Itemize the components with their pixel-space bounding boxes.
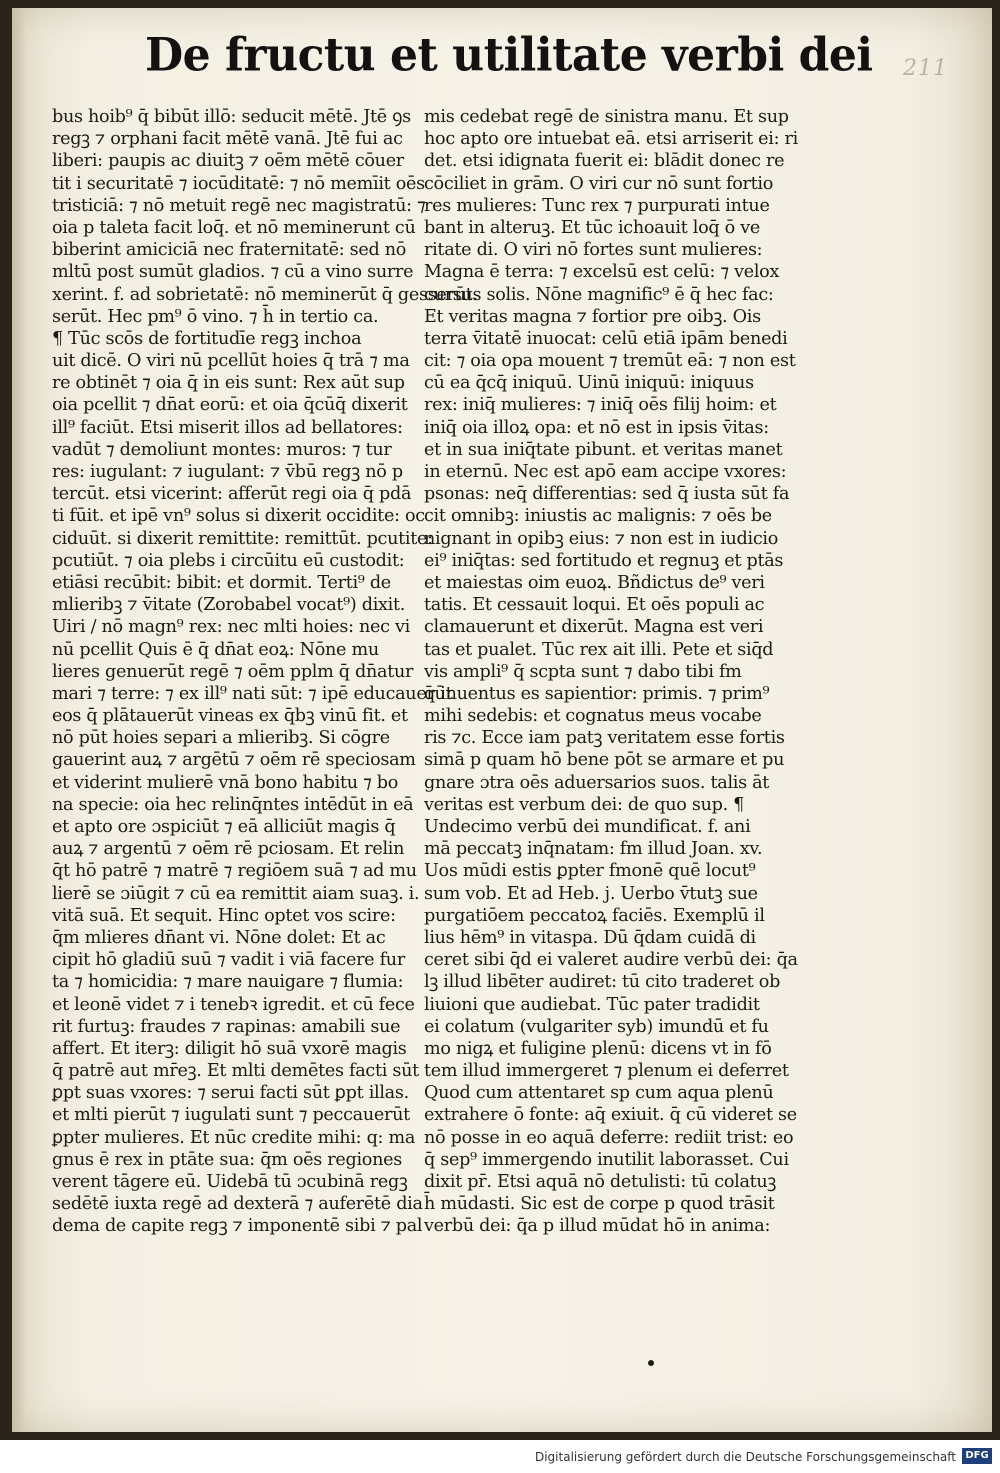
text-line: ris ⁊c. Ecce iam patꝫ veritatem esse fortis <box>424 728 785 749</box>
text-line: uit dicē. O viri nū pcellūt hoies q̄ trā ⁊ ma <box>52 351 410 372</box>
text-line: et apto ore ɔspiciūt ⁊ eā alliciūt magis q̄ <box>52 817 396 837</box>
text-line: simā p quam hō bene pōt se armare et pu <box>424 750 785 771</box>
text-line: iniq̄ oia illoꝝ opa: et nō est in ipsis v̄itas: <box>424 417 769 438</box>
text-line: et leonē videt ⁊ i tenebꝛ igredit. et cū fece <box>52 994 415 1015</box>
text-line: rex: iniq̄ mulieres: ⁊ iniq̄ oēs filij hoim: et <box>424 395 777 416</box>
text-line: sum vob. Et ad Heb. j. Uerbo v̄tutꝫ sue <box>424 883 758 904</box>
text-line: mltū post sumūt gladios. ⁊ cū a vino surre <box>52 262 414 283</box>
text-line: psonas: neq̄ differentias: sed q̄ iusta sūt fa <box>424 484 790 505</box>
text-line: auꝝ ⁊ argentū ⁊ oēm rē pciosam. Et relin <box>52 839 405 860</box>
text-line: res mulieres: Tunc rex ⁊ purpurati intue <box>424 195 770 216</box>
text-line: et maiestas oim euoꝝ. Bñdictus de⁹ veri <box>424 572 765 593</box>
text-line: biberint amiciciā nec fraternitatē: sed nō <box>52 240 407 261</box>
text-line: nō posse in eo aquā deferre: rediit trist: eo <box>424 1127 794 1148</box>
text-line: mā peccatꝫ inq̄natam: fm illud Joan. xv. <box>424 839 763 860</box>
text-line: tristiciā: ⁊ nō metuit regē nec magistratū: ⁊ <box>52 195 426 216</box>
text-line: ei colatum (vulgariter syb) imundū et fu <box>424 1016 769 1037</box>
footer-bar <box>0 1440 1000 1473</box>
text-line: et viderint mulierē vnā bono habitu ⁊ bo <box>52 772 399 793</box>
text-line: Uos mūdi estis ꝑpter fmonē quē locut⁹ <box>424 861 756 882</box>
text-line: verbū dei: q̄a p illud mūdat hō in anima: <box>424 1216 771 1237</box>
dfg-logo: DFG <box>962 1448 992 1464</box>
text-line: eos q̄ plātauerūt vineas ex q̄bꝫ vinū fit. et <box>52 706 408 727</box>
text-line: cipit hō gladiū suū ⁊ vadit i viā facere fur <box>52 950 405 971</box>
text-line: nignant in opibꝫ eius: ⁊ non est in iudicio <box>424 528 779 549</box>
text-line: lieres genuerūt regē ⁊ oēm pplm q̄ dn̄atur <box>52 661 414 682</box>
text-line: nō pūt hoies separi a mlieribꝫ. Si cōgre <box>52 728 390 749</box>
text-line: oia p taleta facit loq̄. et nō meminerunt cū <box>52 217 416 238</box>
text-line: ceret sibi q̄d ei valeret audire verbū dei: q̄a <box>424 950 798 971</box>
left-text-column <box>52 106 478 1238</box>
text-line: cōciliet in grām. O viri cur nō sunt fortio <box>424 173 774 194</box>
text-line: nū pcellit Quis ē q̄ dn̄at eoꝝ: Nōne mu <box>52 639 379 660</box>
text-line: dema de capite regꝫ ⁊ imponentē sibi ⁊ pal <box>52 1216 423 1237</box>
text-line: in eternū. Nec est apō eam accipe vxores: <box>424 462 787 482</box>
text-line: mihi sedebis: et cognatus meus vocabe <box>424 706 762 727</box>
text-line: regꝫ ⁊ orphani facit mētē vanā. Jtē fui ac <box>52 129 403 150</box>
text-line: liuioni que audiebat. Tūc pater tradidit <box>424 994 760 1015</box>
text-line: Undecimo verbū dei mundificat. f. ani <box>424 817 751 837</box>
text-line: extrahere ō fonte: aq̄ exiuit. q̄ cū videret se <box>424 1105 797 1126</box>
text-line: cit: ⁊ oia opa mouent ⁊ tremūt eā: ⁊ non est <box>424 351 796 372</box>
page-gutter-shadow <box>12 8 26 1432</box>
text-line: lierē se ɔiūgit ⁊ cū ea remittit aiam suaꝫ. i. <box>52 883 420 904</box>
text-line: et in sua iniq̄tate pibunt. et veritas manet <box>424 439 783 460</box>
text-line: etiāsi recūbit: bibit: et dormit. Terti⁹ de <box>52 572 391 593</box>
text-line: gnus ē rex in ptāte sua: q̄m oēs regiones <box>52 1149 402 1170</box>
text-line: ill⁹ faciūt. Etsi miserit illos ad bellatores: <box>52 417 403 438</box>
text-line: det. etsi idignata fuerit ei: blādit donec re <box>424 151 785 172</box>
text-line: lius hēm⁹ in vitaspa. Dū q̄dam cuidā di <box>424 927 756 948</box>
text-line: mis cedebat regē de sinistra manu. Et sup <box>424 107 789 127</box>
text-line: cit omnibꝫ: iniustis ac malignis: ⁊ oēs be <box>424 506 772 527</box>
text-line: h̄ mūdasti. Sic est de corpe p quod trāsit <box>424 1194 775 1215</box>
folio-number: 211 <box>903 56 948 81</box>
text-line: Et veritas magna ⁊ fortior pre oibꝫ. Ois <box>424 306 761 327</box>
text-line: ꝑpter mulieres. Et nūc credite mihi: q: ma <box>52 1127 416 1148</box>
text-line: affert. Et iterꝫ: diligit hō suā vxorē magis <box>52 1038 407 1059</box>
text-line: veritas est verbum dei: de quo sup. ¶ <box>424 794 745 815</box>
text-line: bus hoib⁹ q̄ bibūt illō: seducit mētē. Jtē ꝯs <box>52 107 411 127</box>
text-line: q̄ inuentus es sapientior: primis. ⁊ prim⁹ <box>424 683 770 704</box>
text-line: ta ⁊ homicidia: ⁊ mare nauigare ⁊ flumia: <box>52 972 404 993</box>
text-line: tas et pualet. Tūc rex ait illi. Pete et siq̄d <box>424 639 774 660</box>
text-line: vis ampli⁹ q̄ scpta sunt ⁊ dabo tibi fm <box>424 661 742 682</box>
text-line: rit furtuꝫ: fraudes ⁊ rapinas: amabili sue <box>52 1016 401 1037</box>
text-line: hoc apto ore intuebat eā. etsi arriserit ei: ri <box>424 129 798 150</box>
text-line: ciduūt. si dixerit remittite: remittūt. pcutite: <box>52 528 433 549</box>
ink-mark <box>648 1360 654 1366</box>
text-line: Magna ē terra: ⁊ excelsū est celū: ⁊ velox <box>424 262 780 283</box>
text-line: gnare ɔtra oēs aduersarios suos. talis āt <box>424 772 770 793</box>
text-line: xerint. f. ad sobrietatē: nō meminerūt q̄ gesserūt. <box>52 284 478 305</box>
text-line: tatis. Et cessauit loqui. Et oēs populi ac <box>424 595 765 616</box>
text-line: Uiri / nō magn⁹ rex: nec mlti hoies: nec vi <box>52 617 410 638</box>
text-line: res: iugulant: ⁊ iugulant: ⁊ v̄bū regꝫ nō p <box>52 462 403 482</box>
text-line: gauerint auꝝ ⁊ argētū ⁊ oēm rē speciosam <box>52 750 416 771</box>
text-line: mari ⁊ terre: ⁊ ex ill⁹ nati sūt: ⁊ ipē educauerūt <box>52 683 453 704</box>
text-line: pcutiūt. ⁊ oia plebs i circūitu eū custodit: <box>52 550 405 571</box>
text-line: Quod cum attentaret sp cum aqua plenū <box>424 1083 774 1104</box>
text-line: bant in alteruꝫ. Et tūc ichoauit loq̄ ō ve <box>424 217 760 238</box>
text-line: oia pcellit ⁊ dn̄at eorū: et oia q̄cūq̄ dixerit <box>52 395 408 416</box>
text-line: liberi: paupis ac diuitꝫ ⁊ oēm mētē cōuer <box>52 151 404 172</box>
text-line: na specie: oia hec relinq̄ntes intēdūt in eā <box>52 794 414 815</box>
text-line: ti fūit. et ipē vn⁹ solus si dixerit occidite: oc <box>52 506 425 527</box>
text-line: sedētē iuxta regē ad dexterā ⁊ auferētē dia <box>52 1194 423 1215</box>
text-line: q̄m mlieres dn̄ant vi. Nōne dolet: Et ac <box>52 927 386 948</box>
text-line: q̄ patrē aut mr̄eꝫ. Et mlti demētes facti sūt <box>52 1061 419 1082</box>
text-line: ꝑpt suas vxores: ⁊ serui facti sūt ꝑpt illas. <box>52 1083 409 1104</box>
text-line: terra v̄itatē inuocat: celū etiā ipām benedi <box>424 328 788 349</box>
text-line: lꝫ illud libēter audiret: tū cito traderet ob <box>424 972 781 993</box>
text-line: dixit pr̄. Etsi aquā nō detulisti: tū colatuꝫ <box>424 1172 777 1192</box>
text-line: q̄t hō patrē ⁊ matrē ⁊ regiōem suā ⁊ ad mu <box>52 861 417 882</box>
text-line: ritate di. O viri nō fortes sunt mulieres: <box>424 240 763 261</box>
text-line: q̄ sep⁹ immergendo inutilit laborasset. Cui <box>424 1149 789 1170</box>
page-title: De fructu et utilitate verbi dei <box>145 28 873 83</box>
text-line: ¶ Tūc scōs de fortitudīe regꝫ inchoa <box>52 328 362 349</box>
text-line: verent tāgere eū. Uidebā tū ɔcubinā regꝫ <box>52 1172 408 1192</box>
text-line: ei⁹ iniq̄tas: sed fortitudo et regnuꝫ et ptās <box>424 550 784 571</box>
text-line: mo nigꝝ et fuligine plenū: dicens vt in fō <box>424 1038 772 1059</box>
text-line: clamauerunt et dixerūt. Magna est veri <box>424 617 764 638</box>
text-line: cū ea q̄cq̄ iniquū. Uinū iniquū: iniquus <box>424 373 754 394</box>
text-line: vitā suā. Et sequit. Hinc optet vos scire: <box>52 905 396 926</box>
text-line: mlieribꝫ ⁊ v̄itate (Zorobabel vocat⁹) dixit. <box>52 595 406 616</box>
text-line: tit i securitatē ⁊ iocūditatē: ⁊ nō memīit oēs <box>52 173 425 194</box>
text-line: vadūt ⁊ demoliunt montes: muros: ⁊ tur <box>52 439 392 460</box>
text-line: tercūt. etsi vicerint: afferūt regi oia q̄ pdā <box>52 484 412 505</box>
text-line: serūt. Hec pm⁹ ō vino. ⁊ h̄ in tertio ca. <box>52 306 379 327</box>
text-line: et mlti pierūt ⁊ iugulati sunt ⁊ peccauerūt <box>52 1105 410 1126</box>
right-text-column <box>424 106 798 1238</box>
footer-credit: Digitalisierung gefördert durch die Deutsche Forschungsgemeinschaft <box>534 1450 956 1464</box>
text-line: cursus solis. Nōne magnific⁹ ē q̄ hec fac: <box>424 284 774 305</box>
text-line: re obtinēt ⁊ oia q̄ in eis sunt: Rex aūt sup <box>52 373 405 394</box>
text-line: tem illud immergeret ⁊ plenum ei deferret <box>424 1061 789 1082</box>
text-line: purgatiōem peccatoꝝ faciēs. Exemplū il <box>424 905 765 926</box>
